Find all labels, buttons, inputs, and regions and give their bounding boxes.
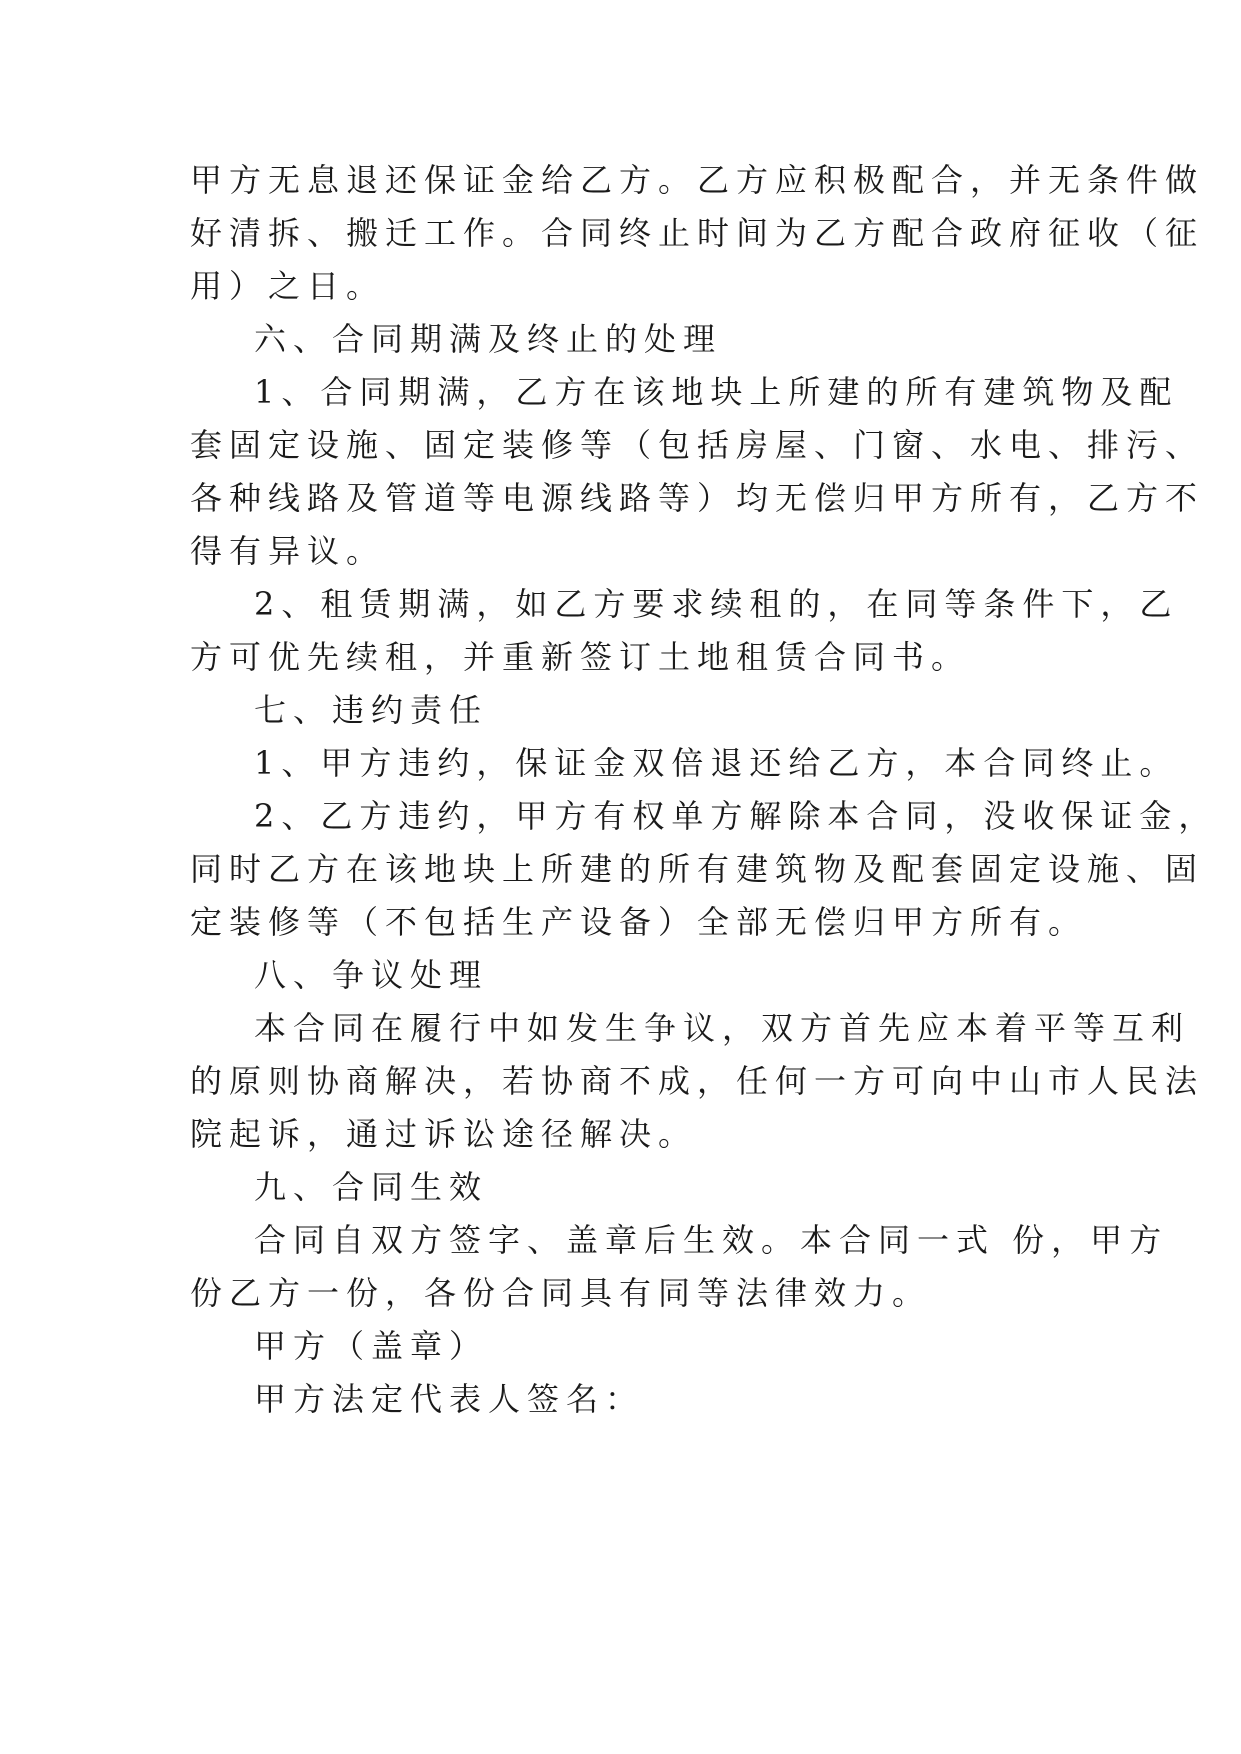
text-line: 好清拆、搬迁工作。合同终止时间为乙方配合政府征收（征: [190, 214, 1205, 252]
party-a-seal-label: 甲方（盖章）: [254, 1327, 489, 1365]
text-line: 套固定设施、固定装修等（包括房屋、门窗、水电、排污、: [190, 426, 1205, 464]
text-line: 份乙方一份，各份合同具有同等法律效力。: [190, 1274, 932, 1312]
text-line: 用）之日。: [190, 267, 386, 305]
text-line: 定装修等（不包括生产设备）全部无偿归甲方所有。: [190, 903, 1088, 941]
text-line: 各种线路及管道等电源线路等）均无偿归甲方所有，乙方不: [190, 479, 1205, 517]
text-line: 同时乙方在该地块上所建的所有建筑物及配套固定设施、固: [190, 850, 1205, 888]
section-heading-8: 八、争议处理: [254, 956, 489, 994]
text-line: 院起诉，通过诉讼途径解决。: [190, 1115, 698, 1153]
section-heading-7: 七、违约责任: [254, 691, 489, 729]
text-line: 的原则协商解决，若协商不成，任何一方可向中山市人民法: [190, 1062, 1205, 1100]
text-line: 本合同在履行中如发生争议，双方首先应本着平等互利: [254, 1009, 1191, 1047]
text-line: 得有异议。: [190, 532, 386, 570]
text-line: 1、甲方违约，保证金双倍退还给乙方，本合同终止。: [254, 744, 1179, 782]
text-line: 合同自双方签字、盖章后生效。本合同一式 份，甲方: [254, 1221, 1169, 1259]
text-line: 方可优先续租，并重新签订土地租赁合同书。: [190, 638, 971, 676]
text-line: 2、租赁期满，如乙方要求续租的，在同等条件下，乙: [254, 585, 1179, 623]
text-line: 2、乙方违约，甲方有权单方解除本合同，没收保证金，: [254, 797, 1218, 835]
text-line: 甲方无息退还保证金给乙方。乙方应积极配合，并无条件做: [190, 161, 1205, 199]
text-line: 1、合同期满，乙方在该地块上所建的所有建筑物及配: [254, 373, 1179, 411]
section-heading-6: 六、合同期满及终止的处理: [254, 320, 723, 358]
section-heading-9: 九、合同生效: [254, 1168, 489, 1206]
party-a-signature-label: 甲方法定代表人签名：: [254, 1380, 645, 1418]
